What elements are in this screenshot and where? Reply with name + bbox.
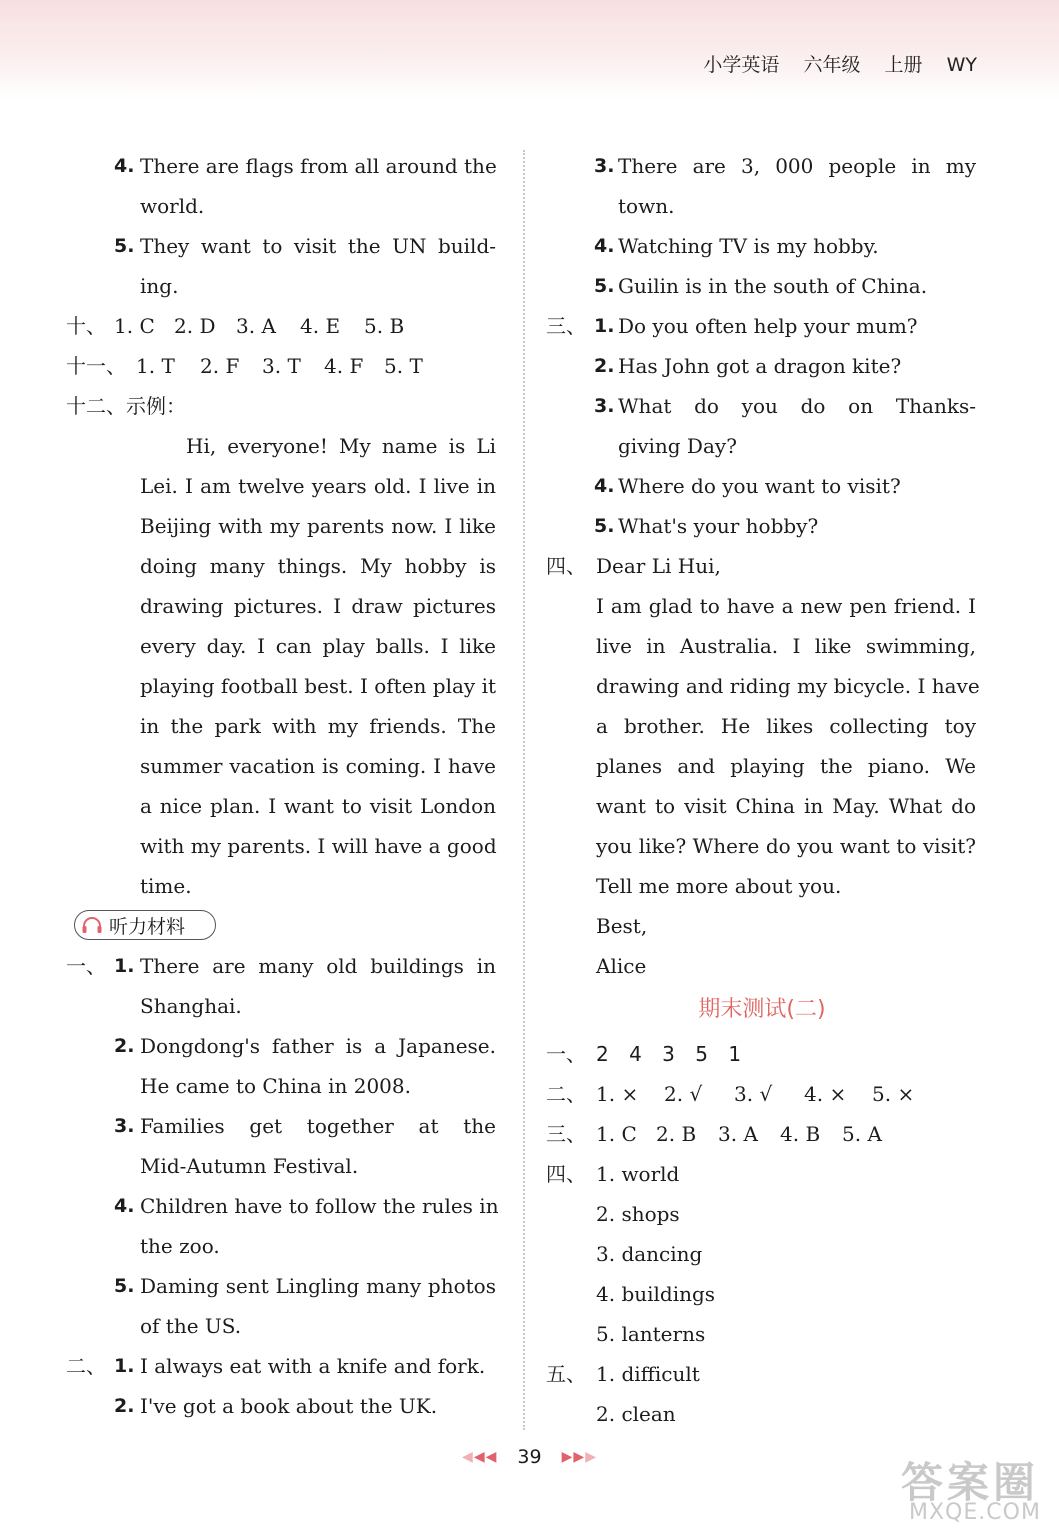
- exam-answers-1: 一、 2 4 3 5 1: [546, 1034, 978, 1074]
- listening-line: 二、 1. I always eat with a knife and fork.: [66, 1346, 498, 1386]
- essay-line: drawing pictures. I draw pictures: [140, 594, 496, 618]
- right-column: [546, 146, 978, 1434]
- answer-line: 4. There are flags from all around the: [66, 146, 498, 186]
- answer-text: They want to visit the UN build-: [140, 234, 496, 258]
- essay-line: in the park with my friends. The: [140, 714, 496, 738]
- exam-section-title: 期末测试(二): [698, 997, 826, 1022]
- essay-line: doing many things. My hobby is: [140, 554, 496, 578]
- tf-answer: 3. T: [262, 354, 301, 378]
- page-header: [685, 50, 977, 77]
- exam-answers-5: 五、 1. difficult: [546, 1354, 978, 1394]
- section-label: 十二、示例：: [66, 394, 186, 418]
- section-label: 五、: [546, 1362, 586, 1386]
- section-ten: [66, 306, 498, 346]
- essay-line: Beijing with my parents now. I like: [140, 514, 496, 538]
- section-label: 三、: [546, 314, 586, 338]
- choice-answer: 1. C: [114, 314, 155, 338]
- section-label: 十一、: [66, 354, 126, 378]
- section-label: 一、: [66, 954, 106, 978]
- letter-line: a brother. He likes collecting toy: [596, 714, 976, 738]
- headphones-icon: [81, 916, 103, 934]
- listening-line: 2. I've got a book about the UK.: [114, 1394, 438, 1418]
- exam-answers-4: 四、 1. world: [546, 1154, 978, 1194]
- answer-line: 3. There are 3, 000 people in my: [594, 154, 976, 178]
- listening-line: Shanghai.: [140, 994, 242, 1018]
- watermark-url: MXQE.COM: [909, 1500, 1041, 1525]
- exam-answers-4: 4. buildings: [596, 1282, 716, 1306]
- section-label: 一、: [546, 1042, 586, 1066]
- section-label: 二、: [66, 1354, 106, 1378]
- essay-line: playing football best. I often play it: [140, 674, 496, 698]
- header-edition: WY: [946, 54, 977, 76]
- section-label: 四、: [546, 1162, 586, 1186]
- letter-line: you like? Where do you want to visit?: [596, 834, 976, 858]
- letter-line: Tell me more about you.: [596, 874, 842, 898]
- next-arrow-icon: ▶: [585, 1449, 597, 1465]
- listening-line: 5. Daming sent Lingling many photos: [114, 1274, 496, 1298]
- section-label: 四、: [546, 554, 586, 578]
- exam-answers-4: 2. shops: [596, 1202, 680, 1226]
- listening-line: the zoo.: [140, 1234, 220, 1258]
- watermark: [901, 1450, 1051, 1530]
- exam-answers-5: 2. clean: [596, 1402, 676, 1426]
- answer-text: world.: [140, 194, 205, 218]
- essay-line: Lei. I am twelve years old. I live in: [140, 474, 496, 498]
- letter-line: I am glad to have a new pen friend. I: [596, 594, 976, 618]
- exam-answers-4: 3. dancing: [596, 1242, 703, 1266]
- answer-text: There are flags from all around the: [140, 154, 497, 178]
- listening-line: 2. Dongdong's father is a Japanese.: [114, 1034, 496, 1058]
- exam-answers-4: 5. lanterns: [596, 1322, 706, 1346]
- listening-line: of the US.: [140, 1314, 242, 1338]
- exam-answers-3: 三、 1. C 2. B 3. A 4. B 5. A: [546, 1114, 978, 1154]
- page-number: 39: [517, 1446, 542, 1468]
- essay-line: Hi, everyone! My name is Li: [186, 434, 496, 458]
- essay-line: with my parents. I will have a good: [140, 834, 497, 858]
- essay-line: time.: [140, 874, 192, 898]
- answer-line: 4. Watching TV is my hobby.: [594, 234, 879, 258]
- listening-line: Mid-Autumn Festival.: [140, 1154, 359, 1178]
- listening-title: 听力材料: [109, 915, 186, 938]
- header-subject: 小学英语: [703, 54, 780, 76]
- question-line: 5. What's your hobby?: [594, 514, 819, 538]
- answer-line: 5. Guilin is in the south of China.: [594, 274, 928, 298]
- prev-arrow-icon: ◀: [462, 1449, 474, 1465]
- listening-pill: [74, 910, 216, 940]
- answer-line: [66, 266, 498, 306]
- listening-line: 3. Families get together at the: [114, 1114, 496, 1138]
- header-volume: 上册: [884, 54, 923, 76]
- letter-line: drawing and riding my bicycle. I have: [596, 674, 980, 698]
- choice-answer: 2. D: [174, 314, 216, 338]
- section-twelve: [66, 386, 498, 426]
- listening-line: 一、 1. There are many old buildings in: [66, 946, 498, 986]
- section-eleven: [66, 346, 498, 386]
- question-line: 4. Where do you want to visit?: [594, 474, 901, 498]
- essay-line: summer vacation is coming. I have: [140, 754, 496, 778]
- watermark-logo: 答案圈: [901, 1458, 1040, 1507]
- tf-answer: 1. T: [136, 354, 175, 378]
- question-line: 3. What do you do on Thanks-: [594, 394, 976, 418]
- exam-answers-2: 二、 1. × 2. √ 3. √ 4. × 5. ×: [546, 1074, 978, 1114]
- letter-greeting: 四、 Dear Li Hui,: [546, 546, 978, 586]
- answer-text: ing.: [140, 274, 179, 298]
- column-divider: [523, 150, 525, 1430]
- tf-answer: 2. F: [200, 354, 240, 378]
- letter-close: Best,: [596, 914, 648, 938]
- choice-answer: 3. A: [236, 314, 276, 338]
- tf-answer: 5. T: [384, 354, 423, 378]
- choice-answer: 5. B: [364, 314, 405, 338]
- essay-line: a nice plan. I want to visit London: [140, 794, 496, 818]
- letter-signature: Alice: [596, 954, 647, 978]
- next-arrow-icon: ▶▶: [561, 1449, 586, 1465]
- letter-line: planes and playing the piano. We: [596, 754, 976, 778]
- listening-line: 4. Children have to follow the rules in: [114, 1194, 499, 1218]
- question-line: 2. Has John got a dragon kite?: [594, 354, 902, 378]
- tf-answer: 4. F: [324, 354, 364, 378]
- listening-line: He came to China in 2008.: [140, 1074, 411, 1098]
- answer-line: 5. They want to visit the UN build-: [66, 226, 498, 266]
- section-label: 三、: [546, 1122, 586, 1146]
- question-line: 三、 1. Do you often help your mum?: [546, 306, 978, 346]
- prev-arrow-icon: ◀◀: [473, 1449, 498, 1465]
- letter-line: live in Australia. I like swimming,: [596, 634, 976, 658]
- question-line: giving Day?: [618, 434, 737, 458]
- choice-answer: 4. E: [300, 314, 341, 338]
- listening-material-heading: [66, 906, 498, 946]
- letter-line: want to visit China in May. What do: [596, 794, 976, 818]
- section-label: 十、: [66, 314, 106, 338]
- left-column: [66, 146, 498, 1426]
- answer-line: [66, 186, 498, 226]
- essay-line: every day. I can play balls. I like: [140, 634, 496, 658]
- section-label: 二、: [546, 1082, 586, 1106]
- answer-line: town.: [618, 194, 675, 218]
- header-grade: 六年级: [803, 54, 861, 76]
